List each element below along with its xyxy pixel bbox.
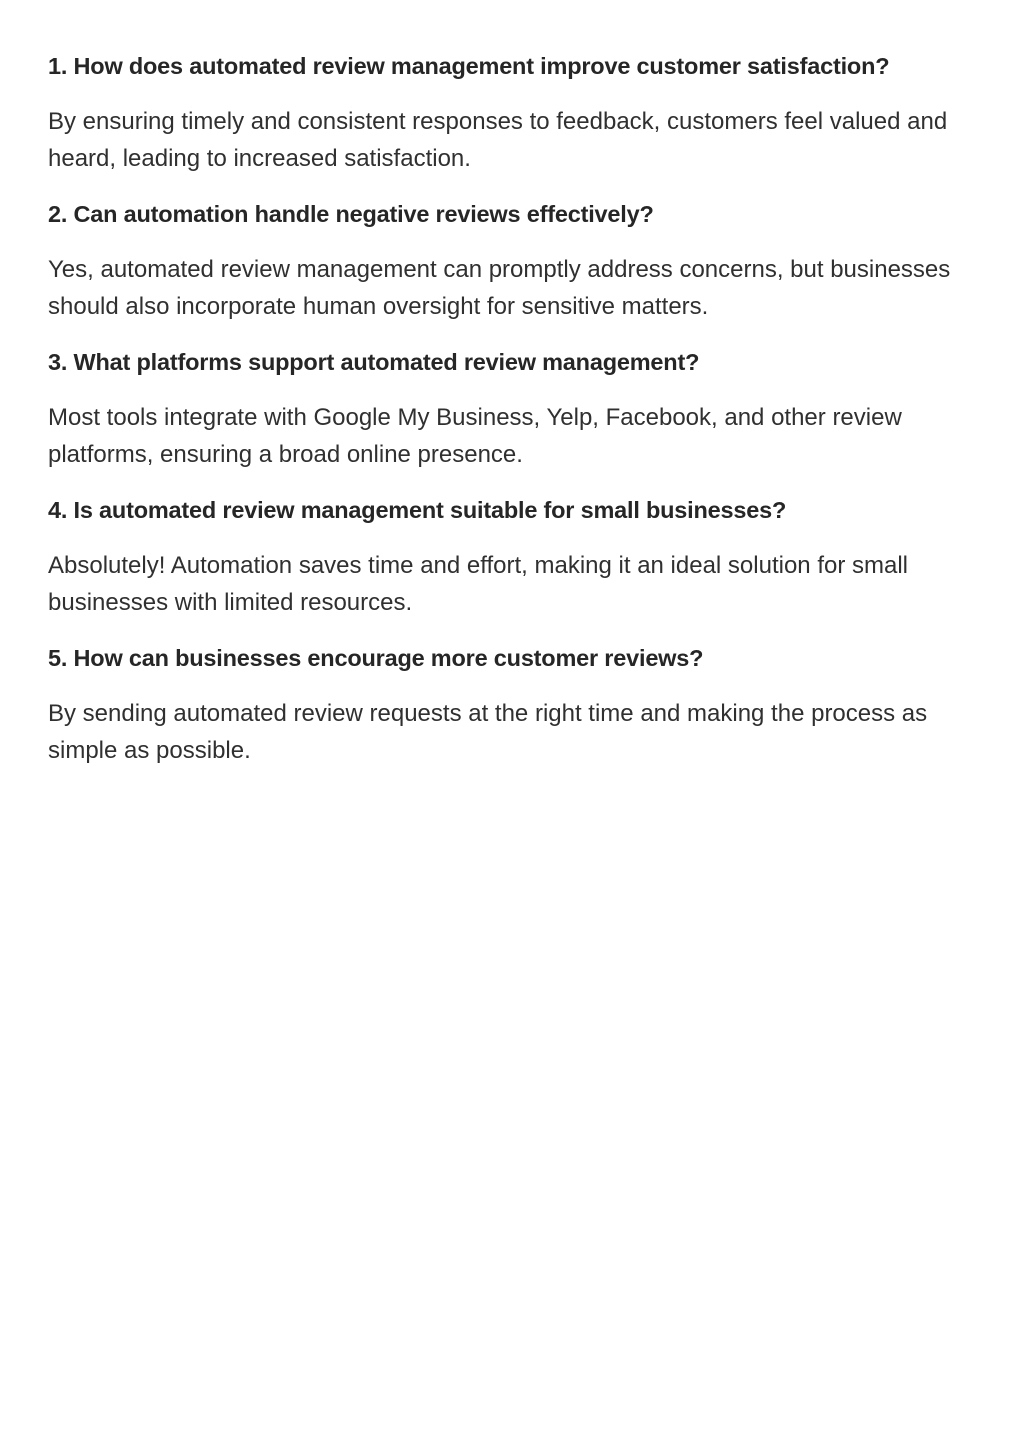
faq-list: [48, 48, 988, 788]
faq-item-3: [48, 344, 988, 473]
faq-answer: By ensuring timely and consistent responses to feedback, customers feel valued and heard, leading to increased satisfaction.: [48, 108, 948, 172]
faq-answer: Absolutely! Automation saves time and effort, making it an ideal solution for small businesses with limited resources.: [48, 552, 909, 616]
faq-question: 5. How can businesses encourage more customer reviews?: [48, 645, 704, 671]
faq-item-5: [48, 640, 988, 769]
faq-item-4: [48, 492, 988, 621]
faq-answer: Most tools integrate with Google My Business, Yelp, Facebook, and other review platforms, ensuring a broad online presence.: [48, 404, 902, 468]
faq-item-1: [48, 48, 988, 177]
faq-item-2: [48, 196, 988, 325]
faq-answer: By sending automated review requests at the right time and making the process as simple as possible.: [48, 700, 928, 764]
faq-answer: Yes, automated review management can promptly address concerns, but businesses should also incorporate human oversight for sensitive matters.: [48, 256, 951, 320]
faq-question: 2. Can automation handle negative reviews effectively?: [48, 201, 654, 227]
faq-question: 1. How does automated review management improve customer satisfaction?: [48, 53, 890, 79]
faq-question: 3. What platforms support automated review management?: [48, 349, 700, 375]
faq-question: 4. Is automated review management suitable for small businesses?: [48, 497, 787, 523]
